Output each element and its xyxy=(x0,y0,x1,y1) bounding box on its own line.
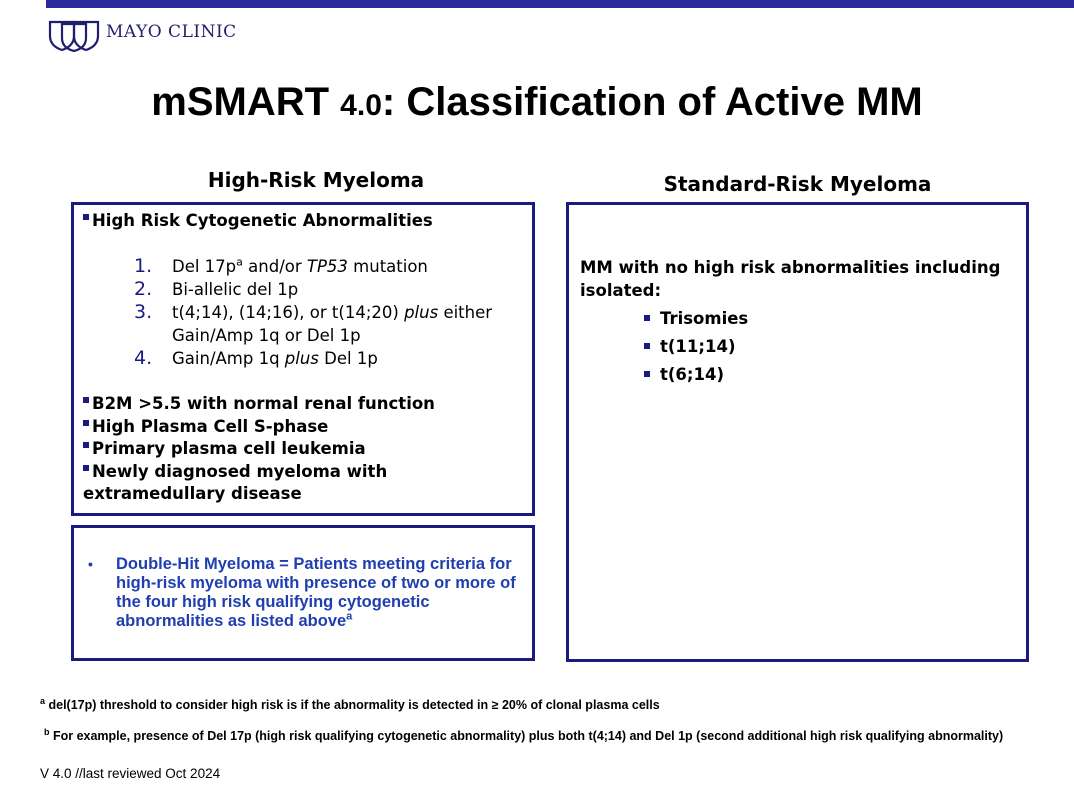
bullet-square-icon xyxy=(644,315,650,321)
sr-intro: MM with no high risk abnormalities including isolated: xyxy=(580,258,1001,300)
title-rest: : Classification of Active MM xyxy=(381,80,923,124)
list-item: t(6;14) xyxy=(644,361,1020,389)
hr-numbered-list xyxy=(134,255,524,370)
list-item: 1. Del $17p^a$ and/or TP53 mutation xyxy=(134,255,428,277)
mayo-clinic-logo xyxy=(48,18,237,52)
version-note: V 4.0 //last reviewed Oct 2024 xyxy=(40,766,221,781)
high-risk-box xyxy=(71,202,535,516)
bullet-square-icon xyxy=(83,397,89,403)
standard-risk-box xyxy=(566,202,1029,662)
mayo-shields-icon xyxy=(48,18,100,52)
sr-list xyxy=(644,305,1020,389)
footnote-a: $^a$ del(17p) threshold to consider high risk is if the abnormality is detected in ≥ 20% of clonal plasma cells xyxy=(40,695,660,712)
double-hit-box xyxy=(71,525,535,661)
list-item: Primary plasma cell leukemia xyxy=(83,438,523,461)
hr-section-title: High Risk Cytogenetic Abnormalities xyxy=(83,210,433,233)
bullet-square-icon xyxy=(83,420,89,426)
list-item: Newly diagnosed myeloma with extramedullary disease xyxy=(83,461,388,503)
title-version: 4.0 xyxy=(340,89,382,122)
footnote-b: $^b$ For example, presence of Del 17p (high risk qualifying cytogenetic abnormality) plus both t(4;14) and Del 1p (second additional high risk qualifying abnormality) xyxy=(44,726,1004,743)
bullet-square-icon xyxy=(83,214,89,220)
page-title xyxy=(0,80,1074,125)
high-risk-heading: High-Risk Myeloma xyxy=(207,168,425,192)
bullet-square-icon xyxy=(644,371,650,377)
list-item: B2M >5.5 with normal renal function xyxy=(83,393,523,416)
bullet-square-icon xyxy=(83,442,89,448)
bullet-square-icon xyxy=(644,343,650,349)
list-item: High Plasma Cell S-phase xyxy=(83,416,523,439)
hr-criteria-list xyxy=(83,393,523,506)
list-item: 2. Bi-allelic del 1p xyxy=(134,278,299,300)
standard-risk-heading: Standard-Risk Myeloma xyxy=(663,172,932,196)
top-accent-bar xyxy=(46,0,1074,8)
double-hit-text: • Double-Hit Myeloma = Patients meeting criteria for high-risk myeloma with presence of two or more of the four high risk qualifying cytogenetic abnormalities as listed above$^a$ xyxy=(88,555,516,630)
list-item: t(11;14) xyxy=(644,333,1020,361)
sr-content xyxy=(580,256,1020,389)
bullet-square-icon xyxy=(83,465,89,471)
title-main: mSMART xyxy=(151,80,341,124)
list-item: Trisomies xyxy=(644,305,1020,333)
list-item: 4. Gain/Amp 1q plus Del 1p xyxy=(134,347,378,369)
list-item: 3. t(4;14), (14;16), or t(14;20) plus either Gain/Amp 1q or Del 1p xyxy=(134,301,493,345)
logo-text: MAYO CLINIC xyxy=(106,22,237,42)
